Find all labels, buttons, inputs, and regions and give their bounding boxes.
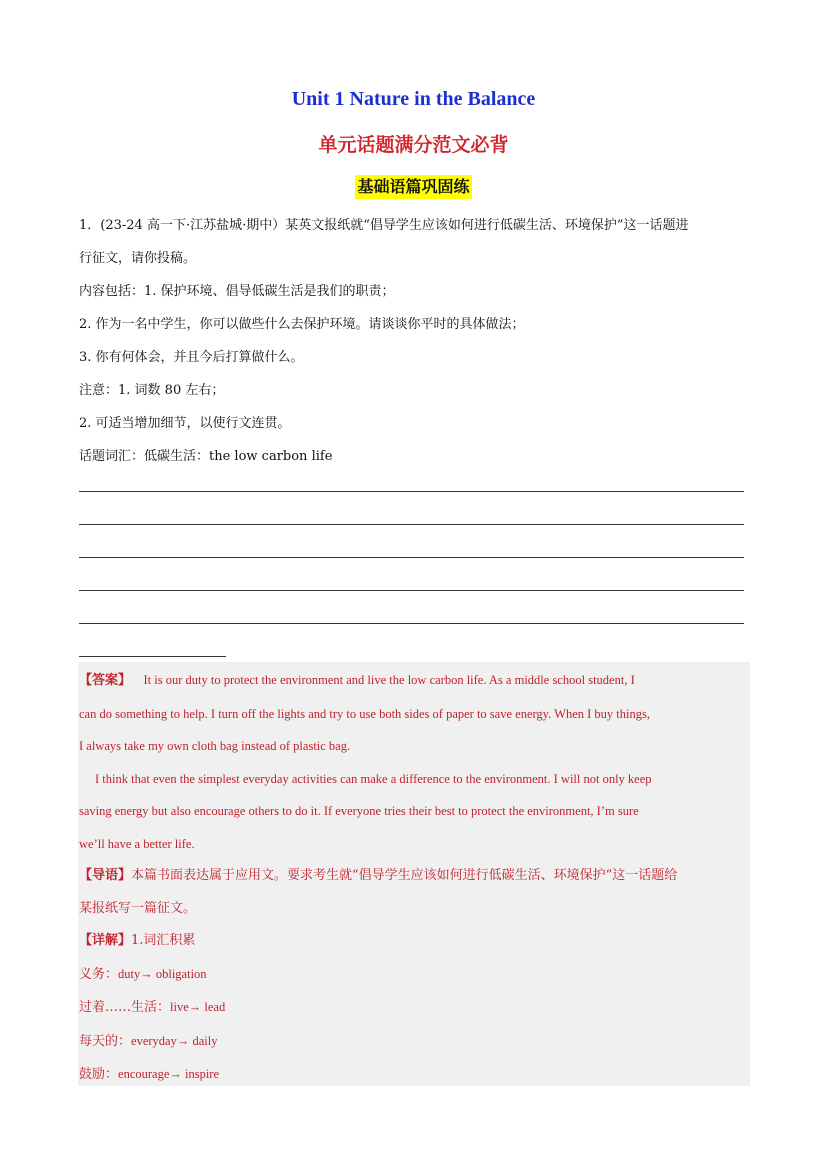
writing-line <box>79 491 744 492</box>
vocab-en: encourage→ inspire <box>118 1067 220 1081</box>
vocab-item <box>79 958 745 992</box>
vocab-cn: 过着……生活： <box>79 1000 171 1015</box>
task-line: 3. 你有何体会，并且今后打算做什么。 <box>79 350 304 365</box>
vocab-item <box>79 1058 745 1092</box>
answer-line <box>79 664 745 698</box>
section-heading-wrap <box>0 175 827 199</box>
answer-line: can do something to help. I turn off the lights and try to use both sides of paper to save energy. When I buy things, <box>79 706 650 721</box>
vocab-cn: 义务： <box>79 966 119 982</box>
answer-line: saving energy but also encourage others to do it. If everyone tries their best to protect the environment, I’m sure <box>79 804 639 818</box>
writing-line <box>79 623 744 624</box>
writing-line <box>79 557 744 558</box>
task-line: 2. 作为一名中学生，你可以做些什么去保护环境。请谈谈你平时的具体做法； <box>79 317 525 332</box>
vocab-cn: 鼓励： <box>79 1067 119 1082</box>
answer-tag: 【答案】 <box>79 673 132 688</box>
guide-text: 本篇书面表达属于应用文。要求考生就“倡导学生应该如何进行低碳生活、环境保护”这一话题给 <box>131 868 678 883</box>
writing-line <box>79 656 226 657</box>
answer-section <box>79 664 745 1092</box>
vocab-en: everyday→ daily <box>131 1033 218 1048</box>
guide-line <box>79 860 745 893</box>
answer-line: I think that even the simplest everyday activities can make a difference to the environment. I will not only keep <box>95 771 652 786</box>
detail-tag: 【详解】 <box>79 933 132 948</box>
answer-line: we’ll have a better life. <box>79 836 195 851</box>
task-prompt <box>79 209 749 473</box>
task-line: 内容包括：1. 保护环境、倡导低碳生活是我们的职责； <box>79 284 395 299</box>
answer-line: I always take my own cloth bag instead of plastic bag. <box>79 739 351 753</box>
guide-line: 某报纸写一篇征文。 <box>79 900 197 916</box>
task-line: 注意：1. 词数 80 左右； <box>79 383 225 398</box>
detail-line <box>79 925 745 958</box>
guide-tag: 【导语】 <box>79 868 132 883</box>
vocab-en: duty→ obligation <box>118 966 207 981</box>
detail-heading: 1.词汇积累 <box>131 933 196 948</box>
writing-line <box>79 590 744 591</box>
vocab-item <box>79 991 745 1025</box>
page-subtitle: 单元话题满分范文必背 <box>318 134 509 156</box>
task-line: 2. 可适当增加细节，以使行文连贯。 <box>79 416 291 431</box>
writing-line <box>79 524 744 525</box>
page-title: Unit 1 Nature in the Balance <box>291 88 536 110</box>
task-line: 1．(23-24 高一下·江苏盐城·期中）某英文报纸就“倡导学生应该如何进行低碳生活、环境保护”这一话题进 <box>79 218 689 233</box>
vocab-cn: 每天的： <box>79 1033 132 1049</box>
section-heading: 基础语篇巩固练 <box>355 175 471 199</box>
vocab-en: live→ lead <box>170 1000 226 1014</box>
task-line: 行征文，请你投稿。 <box>79 251 197 266</box>
task-line: 话题词汇：低碳生活：the low carbon life <box>79 449 333 464</box>
writing-lines <box>79 491 744 689</box>
vocab-item <box>79 1025 745 1059</box>
answer-text: It is our duty to protect the environment and live the low carbon life. As a middle school student, I <box>143 673 635 687</box>
